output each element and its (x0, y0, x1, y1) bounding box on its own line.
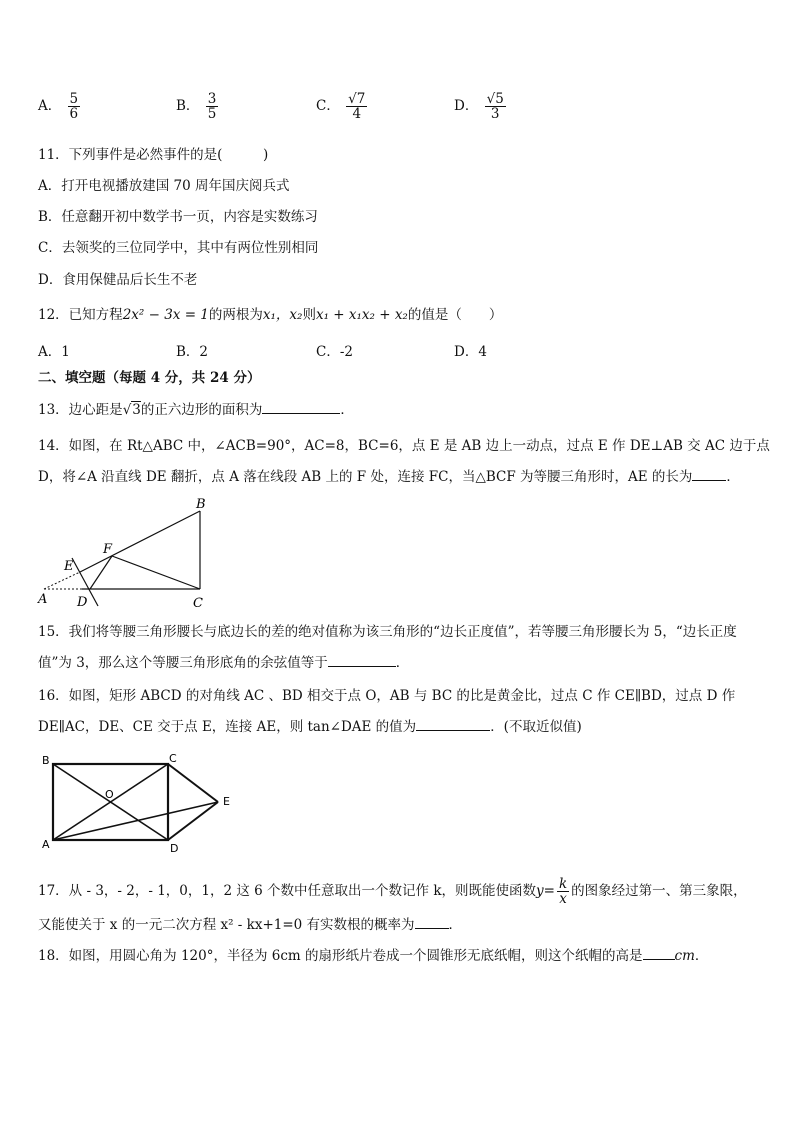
q14-figure (30, 496, 230, 612)
label-a: A (38, 592, 48, 607)
q11-option-c: C．去领奖的三位同学中，其中有两位性别相同 (38, 240, 319, 256)
answer-blank (262, 401, 340, 414)
q16-line2: DE∥AC，DE、CE 交于点 E，连接 AE，则 tan∠DAE 的值为 ．(不取近似值) (38, 719, 582, 735)
q12-option-c: C．-2 (316, 344, 353, 360)
label-d: D (170, 842, 179, 855)
q12-roots: x₁，x₂ (262, 307, 303, 323)
q10-option-b: B． $\frac{3}{5}$ (176, 91, 217, 122)
q18-stem: 18．如图，用圆心角为 120°，半径为 6cm 的扇形纸片卷成一个圆锥形无底纸帽，则这个纸帽的高是 cm． (38, 948, 709, 964)
sqrt-symbol: √ (122, 402, 132, 418)
segment-ae-dashed (44, 572, 80, 589)
label-c: C (169, 752, 177, 765)
label-f: F (103, 542, 113, 557)
q17-line2: 又能使关于 x 的一元二次方程 x² - kx+1=0 有实数根的概率为 ． (38, 917, 463, 933)
q13-stem: 13．边心距是√3的正六边形的面积为 ． (38, 402, 354, 418)
answer-blank (416, 718, 490, 731)
q16-line1: 16．如图，矩形 ABCD 的对角线 AC 、BD 相交于点 O，AB 与 BC 的比是黄金比，过点 C 作 CE∥BD，过点 D 作 (38, 688, 736, 704)
q14-line2: D，将∠A 沿直线 DE 翻折，点 A 落在线段 AB 上的 F 处，连接 FC，当△BCF 为等腰三角形时，AE 的长为 ． (38, 469, 740, 485)
segment-ce (168, 764, 218, 802)
answer-blank (692, 468, 726, 481)
q12-stem: 12．已知方程2x² − 3x = 1的两根为x₁，x₂则x₁ + x₁x₂ + x₂的值是（ ） (38, 307, 503, 323)
q10-option-c: C． $\frac{√7}{4}$ (316, 91, 366, 122)
fraction: $\frac{3}{5}$ (207, 91, 217, 122)
label-c: C (193, 596, 203, 611)
q11-option-d: D．食用保健品后长生不老 (38, 272, 198, 288)
q12-equation: 2x² − 3x = 1 (122, 307, 209, 323)
q12-option-d: D．4 (454, 344, 487, 360)
q10-option-a: A． $\frac{5}{6}$ (38, 91, 79, 122)
q14-line1: 14．如图，在 Rt△ABC 中，∠ACB=90°，AC=8，BC=6，点 E 是 AB 边上一动点，过点 E 作 DE⊥AB 交 AC 边于点 (38, 438, 770, 454)
fraction: $\frac{5}{6}$ (69, 91, 79, 122)
label-d: D (77, 595, 88, 610)
q11-option-a: A．打开电视播放建国 70 周年国庆阅兵式 (38, 178, 290, 194)
section-title: 二、填空题（每题 4 分，共 24 分） (38, 370, 261, 386)
label-e: E (223, 795, 230, 808)
fraction: $\frac{k}{x}$ (558, 876, 568, 907)
q11-stem: 11．下列事件是必然事件的是( ) (38, 147, 269, 163)
q12-expression: x₁ + x₁x₂ + x₂ (315, 307, 408, 323)
segment-fc (112, 556, 200, 589)
label-b: B (196, 497, 206, 512)
label-o: O (105, 788, 114, 801)
answer-blank (643, 947, 675, 960)
q15-line2: 值”为 3，那么这个等腰三角形底角的余弦值等于 ． (38, 655, 410, 671)
answer-blank (415, 916, 449, 929)
q15-line1: 15．我们将等腰三角形腰长与底边长的差的绝对值称为该三角形的“边长正度值”，若等腰三角形腰长为 5，“边长正度 (38, 624, 737, 640)
q12-option-a: A．1 (38, 344, 70, 360)
fraction: $\frac{√5}{3}$ (486, 91, 504, 122)
label-e: E (64, 559, 74, 574)
q10-option-d: D． $\frac{√5}{3}$ (454, 91, 504, 122)
label-a: A (42, 838, 50, 851)
q11-option-b: B．任意翻开初中数学书一页，内容是实数练习 (38, 209, 318, 225)
q16-figure (36, 752, 246, 856)
q17-line1: 17．从 - 3，- 2，- 1，0，1，2 这 6 个数中任意取出一个数记作 k，则既能使函数y= $\frac{k}{x}$ 的图象经过第一、第三象限， (38, 876, 747, 907)
segment-eb (80, 511, 200, 572)
q12-option-b: B．2 (176, 344, 209, 360)
fraction: $\frac{√7}{4}$ (348, 91, 366, 122)
answer-blank (328, 654, 396, 667)
label-b: B (42, 754, 50, 767)
